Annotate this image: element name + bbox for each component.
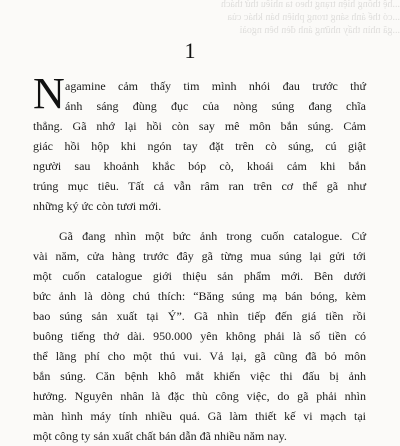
text-line: bức ảnh là dòng chú thích: “Băng súng mạ bán bóng, kèm — [33, 289, 366, 303]
text-line: người sau khoảnh khắc bóp cò, khoái cảm khi bắn — [33, 159, 366, 173]
paragraph-gap — [33, 216, 366, 226]
text-line: vài năm, cửa hàng trước đây gã từng mua súng lại gửi tới — [33, 249, 366, 263]
text-line: trúng mục tiêu. Tất cả vẫn râm ran trên cơ thể gã như — [33, 179, 366, 193]
text-line: bắn súng. Căn bệnh khô mắt khiến việc thi đấu bị ảnh — [33, 369, 366, 383]
text-line: buông tiếng thở dài. 950.000 yên không phải là số tiền có — [33, 329, 366, 343]
bleed-line: ...gã nhìn thấy những ánh đèn bên ngoài — [239, 25, 400, 36]
text-line: giác hồi hộp khi ngón tay đặt trên cò súng, cú giật — [33, 139, 366, 153]
text-line: ánh sáng đùng đục của nòng súng đang chĩa — [65, 99, 366, 113]
text-line: agamine cảm thấy tim mình nhói đau trước thứ — [65, 79, 366, 93]
text-line: thể lãng phí cho một thú vui. Vả lại, gã cũng đã bỏ môn — [33, 349, 366, 363]
text-line: một cuốn catalogue giới thiệu sản phẩm mới. Bên dưới — [33, 269, 366, 283]
text-line: một công ty sản xuất chất bán dẫn đã nhiều năm nay. — [33, 429, 287, 443]
text-line: thẳng. Gã nhớ lại hồi còn say mê môn bắn súng. Cảm — [33, 119, 366, 133]
text-line: Gã đang nhìn một bức ảnh trong cuốn catalogue. Cứ — [59, 229, 366, 243]
text-line: màn hình máy tính nhiều quá. Gã làm thiết kế vi mạch tại — [33, 409, 366, 423]
body-text — [33, 69, 366, 446]
bleed-line: ...hệ thống hiện trạng theo ta nhiều thử thách — [221, 0, 400, 10]
drop-cap-letter: N — [33, 69, 65, 118]
bleed-through-text — [185, 0, 400, 37]
paragraph-1 — [33, 69, 366, 216]
chapter-number: 1 — [184, 38, 196, 63]
text-line: bao súng sản xuất tại Ý”. Gã nhìn tiếp đến giá tiền rồi — [33, 309, 366, 323]
dropcap-row — [33, 69, 366, 118]
text-line: những ký ức còn tươi mới. — [33, 199, 162, 213]
text-line: hưởng. Nguyên nhân là đặc thù công việc, do gã phải nhìn — [33, 389, 366, 403]
bleed-line: ...có thể ánh sáng trong phiên bản khác của — [227, 12, 400, 23]
paragraph-2 — [33, 226, 366, 446]
